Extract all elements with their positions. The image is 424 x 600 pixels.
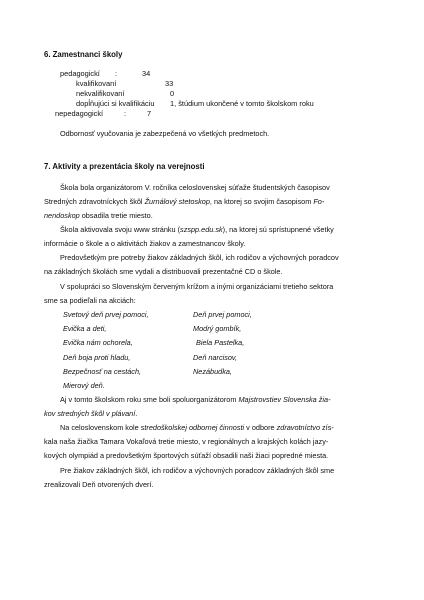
p7-line1: Pre žiakov základných škôl, ich rodičov a výchovných poradcov základných škôl sme (60, 466, 335, 475)
p6-text: Na celoslovenskom kole (60, 423, 141, 432)
action-item: Evička nám ochorela, (63, 338, 133, 347)
staff-sep-non-pedagogical: : (124, 109, 127, 118)
p1-line1: Škola bola organizátorom V. ročníka celoslovenskej súťaže študentských časopisov (60, 183, 330, 192)
championship-name: Majstrovstiev Slovenska žia- (238, 395, 331, 404)
p2-text: ), na ktorej sú sprístupnené všetky (222, 225, 334, 234)
p1-text: obsadila tretie miesto. (79, 211, 153, 220)
p6-text: v odbore (244, 423, 277, 432)
p7-line2: zrealizovali Deň otvorených dverí. (44, 480, 154, 489)
p5-line2 (44, 410, 137, 417)
p3-line2: na základných školách sme vydali a distribuovali prezentačné CD o škole. (44, 267, 283, 276)
contest-name: Žurnálový stetoskop (144, 197, 210, 206)
staff-value-upgrading: 1, štúdium ukončené v tomto školskom roku (170, 99, 314, 108)
competition-name: stredoškolskej odbornej činnosti (140, 423, 245, 432)
staff-value-pedagogical: 34 (142, 69, 151, 78)
p4-line2: sme sa podieľali na akciách: (44, 296, 136, 305)
section-6-heading: 6. Zamestnanci školy (44, 50, 123, 59)
staff-value-unqualified: 0 (170, 89, 175, 98)
p2-line2: informácie o škole a o aktivitách žiakov a zamestnancov školy. (44, 239, 246, 248)
p2-text: Škola aktivovala svoju www stránku ( (60, 225, 181, 234)
staff-label-unqualified: nekvalifikovaní (76, 89, 125, 98)
p2-line1 (60, 226, 334, 233)
staff-label-upgrading: dopĺňujúci si kvalifikáciu (76, 99, 155, 108)
website-name: szspp.edu.sk (180, 225, 223, 234)
action-item: Deň prvej pomoci, (193, 310, 252, 319)
action-item: Deň narcisov, (193, 353, 238, 362)
staff-label-non-pedagogical: nepedagogickí (55, 109, 104, 118)
p1-line2 (44, 198, 324, 205)
championship-name: kov stredných škôl v plávaní (44, 409, 136, 418)
action-item: Biela Pastelka, (196, 338, 245, 347)
qualification-note: Odbornosť vyučovania je zabezpečená vo všetkých predmetoch. (60, 129, 270, 138)
p6-text: zís- (320, 423, 334, 432)
action-item: Mierový deň. (63, 381, 105, 390)
p6-line3: kových olympiád a predovšetkým športových súťaží obsadili naši žiaci popredné miesta. (44, 451, 329, 460)
p6-line2: kala naša žiačka Tamara Vokaľová tretie miesto, v regionálnych a krajských kolách jazy- (44, 437, 329, 446)
p5-text: . (135, 409, 138, 418)
p5-text: Aj v tomto školskom roku sme boli spoluorganizátorom (60, 395, 239, 404)
staff-value-qualified: 33 (165, 79, 174, 88)
staff-label-pedagogical: pedagogickí (60, 69, 100, 78)
action-item: Svetový deň prvej pomoci, (63, 310, 149, 319)
p1-line3 (44, 212, 153, 219)
p5-line1 (60, 396, 331, 403)
field-name: zdravotníctvo (276, 423, 321, 432)
p1-text: , na ktorej so svojim časopisom (209, 197, 314, 206)
p3-line1: Predovšetkým pre potreby žiakov základných škôl, ich rodičov a výchovných poradcov (60, 253, 339, 262)
section-7-heading: 7. Aktivity a prezentácia školy na verejnosti (44, 162, 205, 171)
staff-label-qualified: kvalifikovaní (76, 79, 117, 88)
action-item: Evička a deti, (63, 324, 107, 333)
p1-text: Stredných zdravotníckych škôl (44, 197, 145, 206)
magazine-name: Fo- (313, 197, 325, 206)
staff-value-non-pedagogical: 7 (147, 109, 152, 118)
p4-line1: V spolupráci so Slovenským červeným krížom a inými organizáciami tretieho sektora (60, 282, 334, 291)
action-item: Nezábudka, (193, 367, 232, 376)
action-item: Modrý gombík, (193, 324, 242, 333)
magazine-name: nendoskop (44, 211, 80, 220)
staff-sep-pedagogical: : (115, 69, 118, 78)
action-item: Bezpečnosť na cestách, (63, 367, 142, 376)
action-item: Deň boja proti hladu, (63, 353, 131, 362)
p6-line1 (60, 424, 334, 431)
